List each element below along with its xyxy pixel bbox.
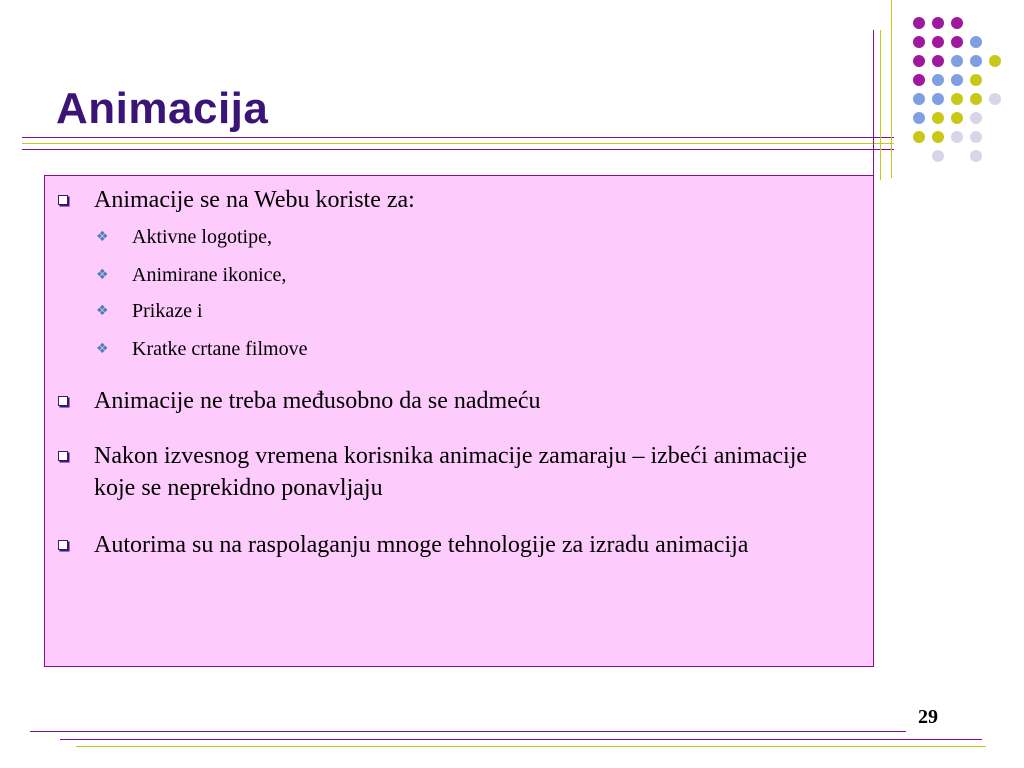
bullet-text: Autorima su na raspolaganju mnoge tehnologije za izradu animacija: [94, 532, 749, 558]
dot: [970, 36, 982, 48]
hollow-square-icon: [58, 195, 68, 205]
four-diamond-icon: ❖: [96, 341, 109, 357]
dot: [932, 131, 944, 143]
four-diamond-icon: ❖: [96, 303, 109, 319]
dot: [951, 55, 963, 67]
dot: [913, 36, 925, 48]
dot: [970, 55, 982, 67]
dot: [932, 55, 944, 67]
title-divider-yellow: [22, 143, 894, 144]
dot: [970, 74, 982, 86]
footer-line-yellow: [76, 746, 986, 747]
hollow-square-icon: [58, 396, 68, 406]
dot: [951, 36, 963, 48]
dot: [970, 112, 982, 124]
sub-bullet-text: Kratke crtane filmove: [132, 338, 308, 360]
dot: [970, 93, 982, 105]
hollow-square-icon: [58, 540, 68, 550]
dot: [932, 36, 944, 48]
dot: [951, 112, 963, 124]
dot: [932, 74, 944, 86]
dot: [913, 55, 925, 67]
bullet-text: Nakon izvesnog vremena korisnika animacije zamaraju – izbeći animacije koje se neprekidno ponavljaju: [94, 443, 808, 501]
dot: [913, 112, 925, 124]
dot: [951, 74, 963, 86]
four-diamond-icon: ❖: [96, 267, 109, 283]
dot: [951, 131, 963, 143]
dot: [932, 112, 944, 124]
dot: [970, 131, 982, 143]
dot: [932, 17, 944, 29]
vertical-line-2: [880, 30, 881, 180]
bullet-text: Animacije se na Webu koriste za:: [94, 187, 415, 213]
dot: [913, 17, 925, 29]
vertical-line-3: [891, 0, 892, 178]
page-number: 29: [918, 706, 938, 728]
footer-line-purple-2: [60, 739, 982, 740]
dot: [989, 93, 1001, 105]
vertical-line-1: [873, 30, 874, 180]
dot: [913, 131, 925, 143]
slide-title: Animacija: [56, 84, 269, 133]
dot: [913, 74, 925, 86]
four-diamond-icon: ❖: [96, 229, 109, 245]
dot: [932, 150, 944, 162]
sub-bullet-text: Animirane ikonice,: [132, 264, 287, 286]
dot: [970, 150, 982, 162]
dot: [913, 93, 925, 105]
dot: [951, 17, 963, 29]
dot: [932, 93, 944, 105]
sub-bullet-text: Prikaze i: [132, 300, 203, 322]
dot: [989, 55, 1001, 67]
sub-bullet-text: Aktivne logotipe,: [132, 226, 272, 248]
footer-line-purple: [30, 731, 906, 732]
hollow-square-icon: [58, 451, 68, 461]
title-divider-purple-2: [22, 149, 894, 150]
dot: [951, 93, 963, 105]
bullet-text: Animacije ne treba međusobno da se nadmeću: [94, 388, 541, 414]
content-box: [44, 175, 874, 667]
title-divider-purple: [22, 137, 894, 138]
